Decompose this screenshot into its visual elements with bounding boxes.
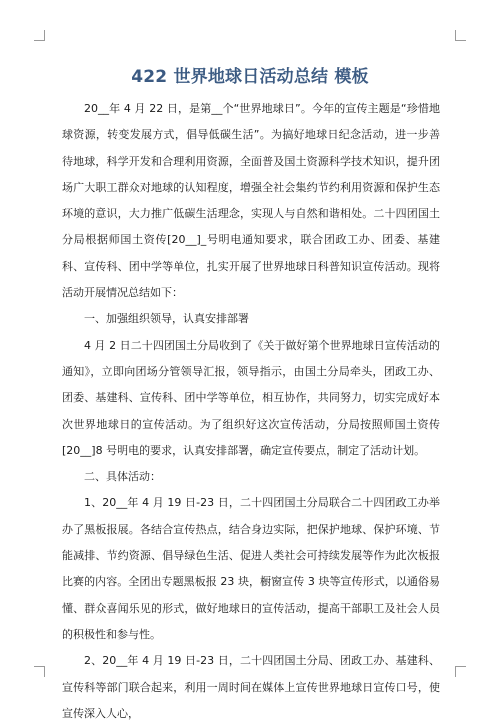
crop-mark-bottom-right	[455, 666, 466, 677]
crop-mark-top-left	[34, 30, 45, 41]
activity-paragraph-1: 1、20__年 4 月 19 日-23 日，二十四团国土分局联合二十四团政工办举办了黑板报展。各结合宣传热点，结合身边实际，把保护地球、保护环境、节能减排、节约资源、倡导绿色生活、促进人类社会可持续发展等作为此次板报比赛的内容。全团出专题黑板报 23 块，橱窗宣传 3 块等宣传形式，以通俗易懂、群众喜闻乐见的形式，做好地球日的宣传活动，提高干部职工及社会人员的积极性和参与性。	[62, 496, 440, 641]
document-body	[62, 96, 440, 727]
document-title: 422 世界地球日活动总结 模板	[131, 67, 369, 87]
intro-paragraph: 20__年 4 月 22 日，是第__个“世界地球日”。今年的宣传主题是“珍惜地球资源，转变发展方式，倡导低碳生活”。为搞好地球日纪念活动，进一步善待地球，科学开发和合理利用资源，全面普及国土资源科学技术知识，提升团场广大职工群众对地球的认知程度，增强全社会集约节约利用资源和保护生态环境的意识，大力推广低碳生活理念，实现人与自然和谐相处。二十四团国土分局根据师国土资传[20__]_号明电通知要求，联合团政工办、团委、基建科、宣传科、团中学等单位，扎实开展了世界地球日科普知识宣传活动。现将活动开展情况总结如下：	[62, 102, 440, 300]
crop-mark-top-right	[455, 30, 466, 41]
section-heading-2: 二、具体活动：	[84, 470, 161, 484]
crop-mark-bottom-left	[34, 666, 45, 677]
activity-paragraph-2: 2、20__年 4 月 19 日-23 日，二十四团国土分局、团政工办、基建科、宣传科等部门联合起来，利用一周时间在媒体上宣传世界地球日宣传口号，使宣传深入人心，	[62, 654, 440, 720]
section-heading-1: 一、加强组织领导，认真安排部署	[84, 312, 249, 326]
section-paragraph-1: 4 月 2 日二十四团国土分局收到了《关于做好第个世界地球日宣传活动的通知》，立即向团场分管领导汇报，领导指示，由国土分局牵头，团政工办、团委、基建科、宣传科、团中学等单位，相互协作，共同努力，切实完成好本次世界地球日的宣传活动。为了组织好这次宣传活动，分局按照师国土资传[20__]8 号明电的要求，认真安排部署，确定宣传要点，制定了活动计划。	[62, 338, 440, 457]
